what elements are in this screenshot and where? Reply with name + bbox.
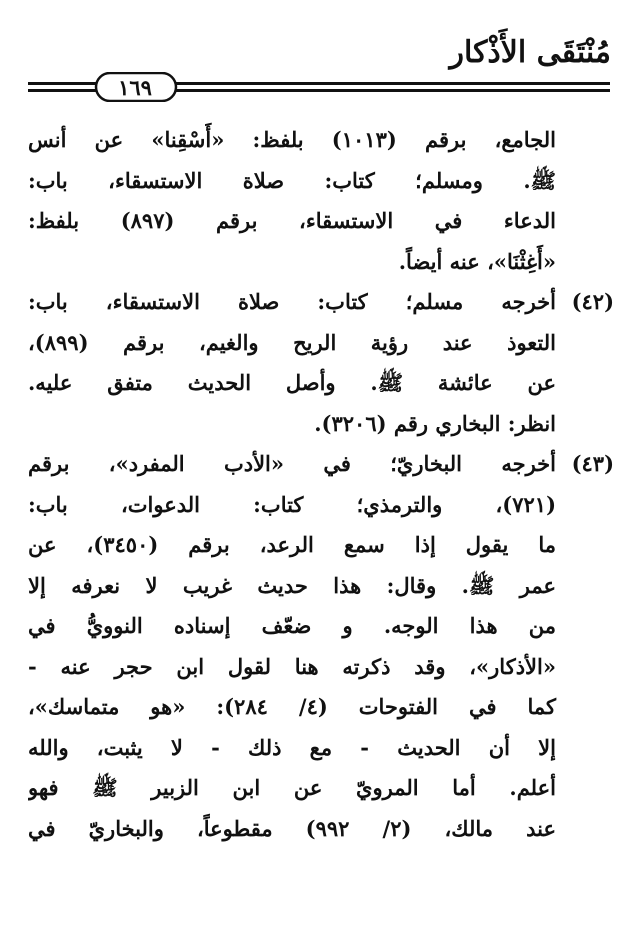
footnote-text: أخرجه مسلم؛ كتاب: صلاة الاستسقاء، باب:: [28, 289, 556, 314]
continuation-line: الدعاء في الاستسقاء، برقم (٨٩٧) بلفظ:: [28, 208, 556, 233]
footnote-line: التعوذ عند رؤية الريح والغيم، برقم (٨٩٩)،: [28, 329, 556, 355]
footnote-line: كما في الفتوحات (٤/ ٢٨٤): «هو متماسك»،: [28, 694, 557, 719]
continuation-line: ﷺ. ومسلم؛ كتاب: صلاة الاستسقاء، باب:: [28, 167, 556, 193]
footnote-number: (٤٣): [571, 451, 614, 476]
footnote-line: (٧٢١)، والترمذي؛ كتاب: الدعوات، باب:: [28, 491, 556, 517]
footnote-line: عمر ﷺ. وقال: هذا حديث غريب لا نعرفه إلا: [28, 572, 556, 598]
footnote-line: [28, 444, 614, 485]
footnote-line: إلا أن الحديث - مع ذلك - لا يثبت، والله: [28, 734, 556, 760]
footnote-line: [28, 282, 614, 323]
footnote-line: ما يقول إذا سمع الرعد، برقم (٣٤٥٠)، عن: [28, 532, 556, 557]
continuation-line: «أَغِثْنَا»، عنه أيضاً.: [398, 248, 556, 274]
footnote-line: عن عائشة ﷺ. وأصل الحديث متفق عليه.: [28, 370, 556, 395]
footnote-line: أعلم. أما المرويّ عن ابن الزبير ﷺ فهو: [28, 775, 556, 800]
footnote-line: «الأذكار»، وقد ذكرته هنا لقول ابن حجر عنه -: [28, 653, 556, 679]
footnote-text: أخرجه البخاريّ؛ في «الأدب المفرد»، برقم: [28, 451, 556, 476]
footnote-line: انظر: البخاري رقم (٣٢٠٦).: [314, 410, 556, 436]
footnote-number: (٤٢): [571, 289, 614, 314]
page-number: ١٦٩: [118, 74, 152, 100]
footnote-line: عند مالك، (٢/ ٩٩٢) مقطوعاً، والبخاريّ في: [28, 815, 556, 841]
footnotes-body: [28, 120, 614, 849]
footnote-line: من هذا الوجه. و ضعّف إسناده النوويُّ في: [28, 613, 556, 638]
running-header-title: مُنْتَقَى الأَذْكار: [449, 35, 611, 70]
continuation-line: الجامع، برقم (١٠١٣) بلفظ: «أَسْقِنا» عن أنس: [28, 127, 556, 152]
